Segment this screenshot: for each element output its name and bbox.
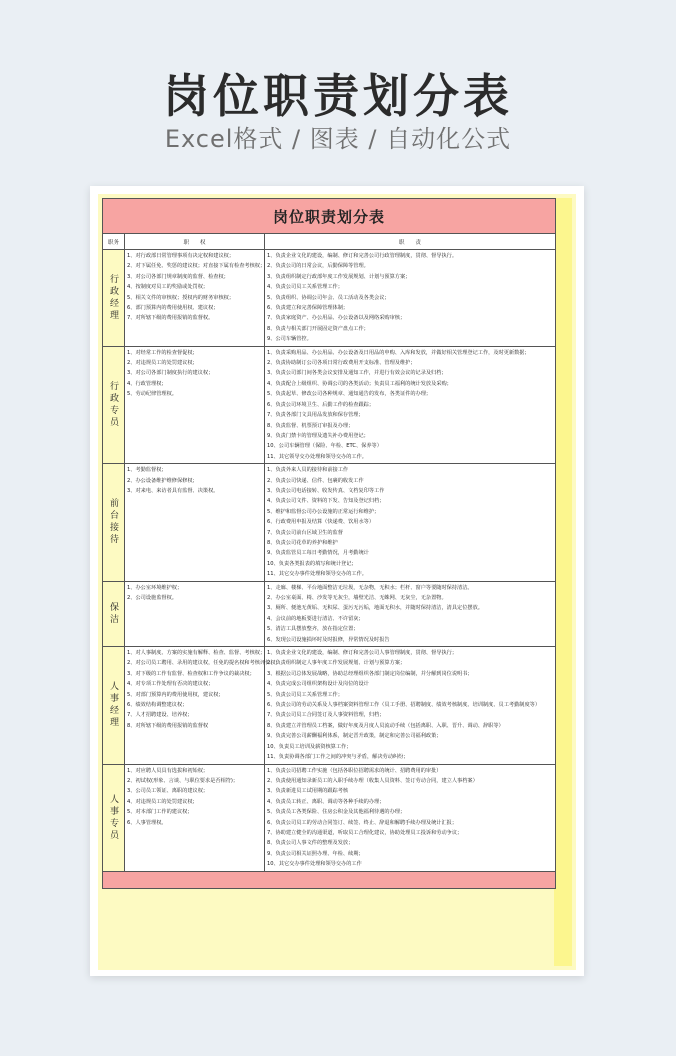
table-row xyxy=(103,764,556,871)
duty-item: 5、负责组织、协调公司年会、员工活动及各类会议； xyxy=(267,294,390,301)
duty-item: 10、公司车辆管理（保险、年检、ETC、保养等） xyxy=(267,443,382,450)
authority-item: 1、办公室环境维护权； xyxy=(127,584,183,591)
table-row xyxy=(103,647,556,764)
document-preview xyxy=(90,186,584,976)
duty-item: 10、负责员工培训及薪资核算工作； xyxy=(267,743,352,750)
authority-cell xyxy=(125,464,265,581)
duty-item: 7、负责家庭资产、办公用品、办公设备以及网络采购审核； xyxy=(267,315,406,322)
duty-cell xyxy=(265,647,556,764)
authority-item: 4、对专项工作处理有否决的建议权； xyxy=(127,681,214,688)
duty-item: 2、负责公司的日常会议，后勤保障等管理。 xyxy=(267,263,369,270)
duty-item: 2、负责使用通知录新员工的入职手续办理（收集人员资料、签订劳动合同，建立人事档案） xyxy=(267,777,478,784)
duty-item: 4、负责员工转正、离职、调动等各种手续的办理； xyxy=(267,798,385,805)
duty-item: 1、负责采购用品、办公用品、办公设备及日用品的申购、入库和发放，并做好相关管理登记工作，及时更新数据； xyxy=(267,349,530,356)
authority-item: 3、对公司各部门规章制度的监督、检查权； xyxy=(127,273,229,280)
header-authority: 职 权 xyxy=(125,234,265,250)
authority-cell xyxy=(125,764,265,871)
dept-name: 人事专员 xyxy=(108,793,118,842)
footer-band xyxy=(103,871,556,888)
authority-item: 1、对经常工作的检查督促权； xyxy=(127,349,198,356)
authority-item: 8、对所辖下级的费用报销的监督权 xyxy=(127,722,209,729)
duty-item: 2、负责组织制定人事年度工作发展规划、计划与预算方案； xyxy=(267,660,406,667)
dept-name: 行政专员 xyxy=(108,380,118,429)
authority-cell xyxy=(125,346,265,463)
authority-item: 3、对来电、来访者具有监督、决策权。 xyxy=(127,487,219,494)
sheet-title: 岗位职责划分表 xyxy=(103,199,556,234)
duty-item: 1、负责企业文化的建设，编制、修订和完善公司行政管理制度，贯彻、督导执行。 xyxy=(267,253,458,259)
duty-item: 6、负责公司环境卫生、后勤工作的检查跟踪； xyxy=(267,401,375,408)
authority-item: 1、考勤监督权； xyxy=(127,467,167,474)
duty-cell xyxy=(265,250,556,347)
authority-item: 1、对行政部日常管理事项有决定权和建议权； xyxy=(127,253,235,259)
authority-item: 7、对所辖下级的费用报销的监督权。 xyxy=(127,315,214,322)
authority-item: 6、人事管理权。 xyxy=(127,819,167,826)
duty-item: 4、负责配合上级组织、协调公司的各类活动；负责员工福利的统计发放及采购； xyxy=(267,380,452,387)
duty-item: 9、负责门禁卡的管理及遗失补办费用登记； xyxy=(267,432,369,439)
yellow-strip xyxy=(554,198,572,966)
duty-item: 5、负责起草、修改公司各种规章、通知通告的发布，各类证件的办理； xyxy=(267,391,432,398)
duty-item: 4、负责完成公司组织架构设计及岗位的设计 xyxy=(267,681,369,688)
duty-table xyxy=(102,198,556,889)
duty-item: 2、负责公司快递、信件、包裹的收发工作 xyxy=(267,477,364,484)
authority-item: 5、对本部门工作的建议权； xyxy=(127,809,193,816)
duty-item: 2、负责协助制订公司各项日常行政费用开支标准、管理及维护； xyxy=(267,360,416,367)
authority-item: 2、办公设备维护维修保修权； xyxy=(127,477,198,484)
duty-item: 9、负责监管员工每日考勤情况，月考勤统计 xyxy=(267,550,369,557)
duty-item: 4、负责公司员工关系管理工作； xyxy=(267,284,343,291)
duty-item: 9、负责完善公司薪酬福利体系，制定晋升政策，制定和完善公司福利政策； xyxy=(267,733,442,740)
duty-item: 11、其它交办事件处理和领导交办的工作。 xyxy=(267,571,367,578)
duty-item: 5、负责公司员工关系管理工作； xyxy=(267,691,343,698)
duty-item: 3、根据公司总体发展战略，协助总经理组织各部门制定岗位编制，并分解到岗位说明书； xyxy=(267,670,473,677)
authority-cell xyxy=(125,647,281,764)
duty-cell xyxy=(265,346,556,463)
duty-item: 7、协助建立健全的沟通渠道，听取员工合理化建议，协助处理员工投诉和劳动争议； xyxy=(267,829,463,836)
authority-item: 2、公司设施监督权。 xyxy=(127,595,177,601)
dept-name: 人事经理 xyxy=(108,681,118,730)
duty-item: 3、厕所、便池无黄垢、无积尿、蛋污无污垢，地面无积水，并随时保持清洁，清具定位摆放。 xyxy=(267,605,483,612)
header-duty: 职 责 xyxy=(265,234,556,250)
dept-cell xyxy=(103,346,125,463)
dept-cell xyxy=(103,764,125,871)
duty-item: 5、维护和监督公司办公设施的正常运行和维护； xyxy=(267,508,380,515)
duty-item: 7、负责公司员工合同签订及人事资料管理，归档； xyxy=(267,712,385,719)
duty-item: 11、其它领导交办处理和领导交办的工作。 xyxy=(267,453,367,460)
duty-item: 1、负责外来人员的接待和前接工作 xyxy=(267,467,349,474)
duty-item: 8、负责与相关部门开展固定资产盘点工作； xyxy=(267,325,369,332)
dept-cell xyxy=(103,464,125,581)
duty-item: 6、负责公司员工的劳动合同签订、续签、终止、辞退和解聘手续办理及统计汇报； xyxy=(267,819,458,826)
duty-item: 10、其它交办事件处理和领导交办的工作 xyxy=(267,861,362,868)
table-row xyxy=(103,464,556,581)
authority-item: 1、对应聘人员具有选拔和初始权； xyxy=(127,767,209,774)
table-row xyxy=(103,346,556,463)
hero-subtitle: Excel格式 / 图表 / 自动化公式 xyxy=(164,125,512,153)
duty-item: 9、负责公司相关证照办理、年检、续期； xyxy=(267,850,364,857)
authority-item: 2、对公司员工聘用、录用的建议权，任免的提名权和考核评价权； xyxy=(127,660,281,667)
duty-cell xyxy=(265,581,556,646)
duty-item: 3、负责公司电话接转、收发传真、文档复印等工作 xyxy=(267,487,385,494)
duty-item: 3、负责组织制定行政部年度工作发展规划、计划与预算方案； xyxy=(267,273,411,280)
duty-item: 8、负责公司人事文件的整理及发放； xyxy=(267,840,354,847)
duty-item: 11、负责协调各部门工作之间的冲突与矛盾，解决劳动纠纷； xyxy=(267,754,409,761)
duty-item: 3、负责新进员工试用期的跟踪考核 xyxy=(267,788,349,795)
duty-item: 8、负责监督、机票预订审报及办理； xyxy=(267,422,354,429)
dept-cell xyxy=(103,647,125,764)
authority-item: 7、人才招聘建设、培养权； xyxy=(127,712,193,719)
dept-cell xyxy=(103,250,125,347)
duty-item: 3、负责公司部门间各类会议安排及通知工作，并进行有效会议的记录及归档； xyxy=(267,370,447,377)
table-row xyxy=(103,250,556,347)
dept-name: 前台接待 xyxy=(108,498,118,547)
duty-item: 7、负责各部门文具用品发放和保存管理； xyxy=(267,412,364,419)
dept-name: 行政经理 xyxy=(108,273,118,322)
duty-item: 7、负责公司前台区域卫生的监督 xyxy=(267,529,343,536)
spreadsheet xyxy=(98,194,576,970)
authority-item: 6、绩效结构调整建议权； xyxy=(127,702,188,709)
duty-item: 6、负责建立和完善保障管理体制； xyxy=(267,305,349,312)
authority-item: 5、劳动纪律管理权。 xyxy=(127,391,177,398)
header-dept: 职务 xyxy=(103,234,125,250)
duty-item: 2、办公室桌面、椅、沙发等无灰尘，墙壁光洁、无蛛网、无灰尘，无杂置物。 xyxy=(267,595,447,601)
duty-item: 6、负责公司的劳动关系及人事档案资料管理工作（员工手册、招聘制度、绩效考核制度、培训制度、员工考勤制度等） xyxy=(267,702,541,709)
duty-item: 6、行政费用申报及结算（快递费、饮用水等） xyxy=(267,519,375,526)
authority-item: 2、对下属任免、奖惩的建议权；对直接下属有检查考核权； xyxy=(127,263,266,270)
duty-item: 4、负责公司文件、资料的下发、告知及登记归档； xyxy=(267,498,385,505)
duty-item: 5、清洁工具摆放整齐，放在指定位置； xyxy=(267,626,359,633)
duty-item: 8、负责公司花草的养护和维护 xyxy=(267,539,338,546)
authority-item: 2、对违规员工的处罚建议权； xyxy=(127,360,198,367)
authority-item: 3、公司员工领证、离职的建议权； xyxy=(127,788,209,795)
dept-name: 保洁 xyxy=(108,601,118,626)
authority-item: 1、对人事制度、方案的实施有解释、检查、监督、考核权； xyxy=(127,650,266,657)
duty-item: 8、负责建立并管理员工档案，做好年度及月度人员流动手续（包括离职、入职、晋升、调动、辞职等） xyxy=(267,722,504,729)
duty-cell xyxy=(265,464,556,581)
authority-cell xyxy=(125,581,265,646)
duty-cell xyxy=(265,764,556,871)
duty-item: 1、走廊、楼梯、平台地面整洁无垃圾，无杂物，无积水；栏杆、窗户等要随时保持清洁。 xyxy=(267,584,473,591)
authority-item: 4、按制度对员工的奖励或处罚权； xyxy=(127,284,209,291)
authority-item: 3、对下级的工作有监督、检查权和工作争议的裁决权； xyxy=(127,670,255,677)
duty-item: 5、负责员工各类保险、住房公积金及其他福利待遇的办理； xyxy=(267,809,406,816)
duty-item: 1、负责企业文化的建设，编制、修订和完善公司人事管理制度，贯彻、督导执行； xyxy=(267,650,458,657)
duty-item: 10、负责各类报表的填写和统计登记； xyxy=(267,560,357,567)
authority-item: 4、行政管理权； xyxy=(127,380,167,387)
duty-item: 4、会议前的地板要进行清洁、不许留灰； xyxy=(267,615,364,622)
authority-item: 3、对公司各部门制度执行的建议权； xyxy=(127,370,214,377)
duty-item: 1、负责公司招聘工作实施（包括各职位招聘需求的统计、招聘费用的审批） xyxy=(267,767,442,774)
dept-cell xyxy=(103,581,125,646)
authority-item: 4、对违规员工的处罚建议权； xyxy=(127,798,198,805)
duty-item: 6、发现公司设施损坏时及时报修，异常情况及时报告 xyxy=(267,636,390,643)
hero-title: 岗位职责划分表 xyxy=(163,69,513,123)
authority-item: 6、部门预算内的费用使用权、建议权； xyxy=(127,305,219,312)
authority-item: 5、对部门预算内的费用使用权，建议权； xyxy=(127,691,224,698)
table-row xyxy=(103,581,556,646)
duty-item: 9、公司车辆管控。 xyxy=(267,336,312,343)
authority-item: 2、初试权(形象、言谈、与职位要求是否相符)； xyxy=(127,777,239,784)
authority-cell xyxy=(125,250,265,347)
authority-item: 5、相关文件的审核权；授权内的财务审核权； xyxy=(127,294,235,301)
